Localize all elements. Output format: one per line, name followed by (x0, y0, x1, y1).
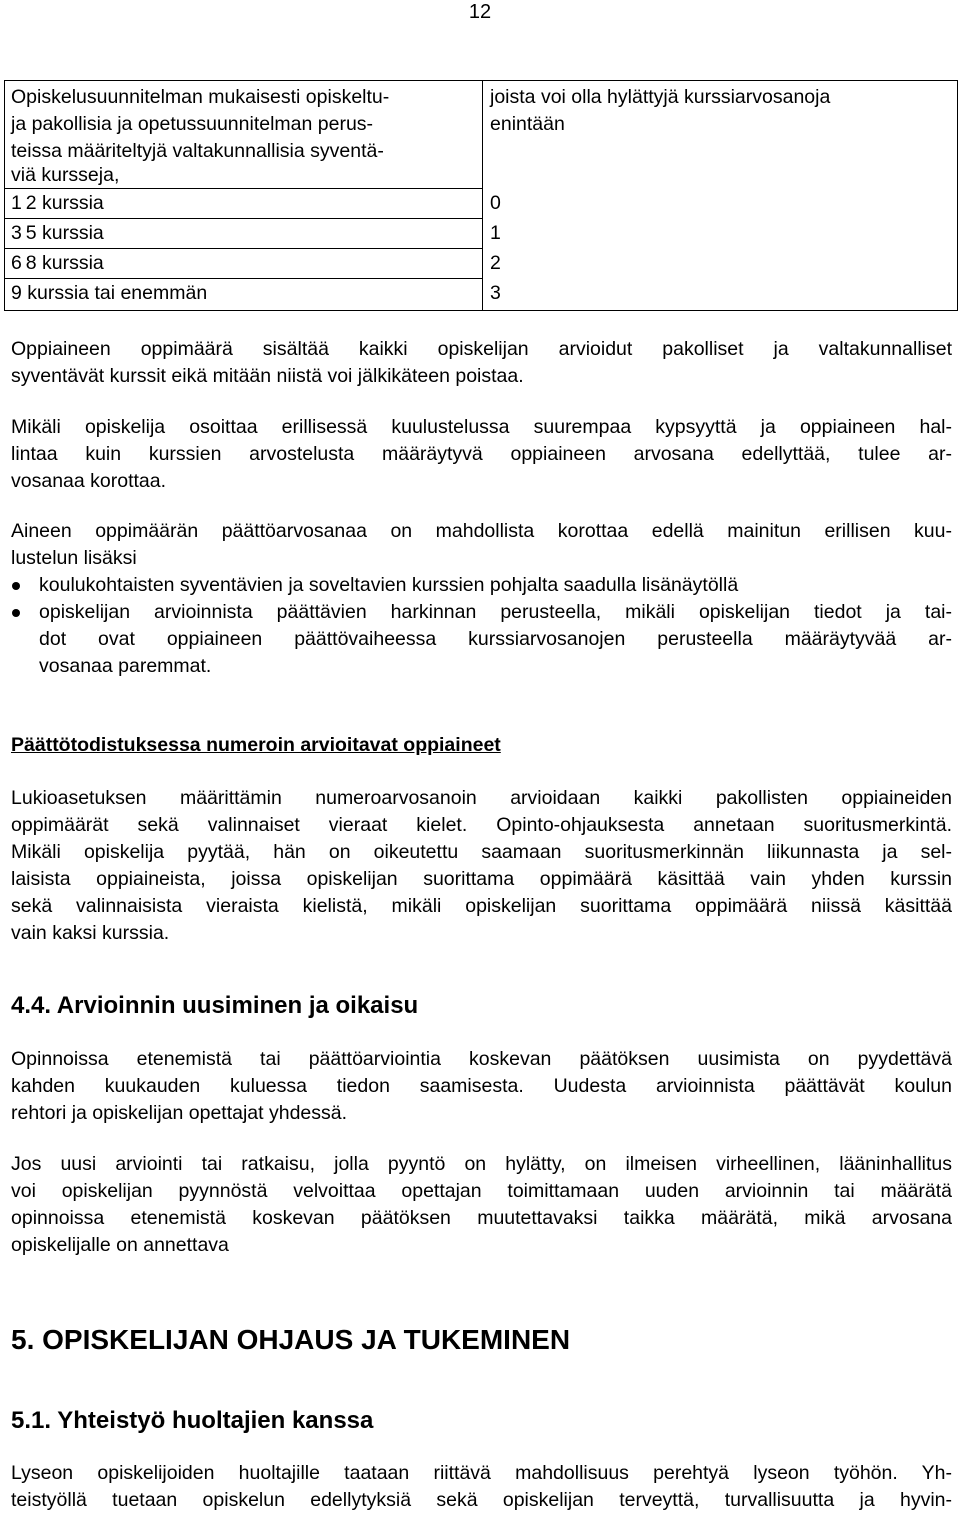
paragraph-line: Mikäli opiskelija pyytää, hän on oikeutettu saamaan suoritusmerkinnän liikunnasta ja sel- (11, 841, 952, 863)
table-row-value: 3 (490, 282, 501, 304)
table-header-line: teissa määriteltyjä valtakunnallisia syventä- (11, 140, 384, 162)
table-divider-vertical (482, 81, 483, 310)
paragraph-line: Aineen oppimäärän päättöarvosanaa on mahdollista korottaa edellä mainitun erillisen kuu- (11, 520, 952, 542)
paragraph-line: opinnoissa etenemistä koskevan päätöksen muutettavaksi taikka määrätä, mikä arvosana (11, 1207, 952, 1229)
paragraph-uusiminen (11, 1046, 952, 1127)
paragraph-line: vain kaksi kurssia. (11, 922, 170, 944)
paragraph-line: lintaa kuin kurssien arvostelusta määräytyvä oppiaineen arvosana edellyttää, tulee ar- (11, 443, 952, 465)
table-row-label: 6 8 kurssia (11, 252, 104, 274)
paragraph-line: syventävät kurssit eikä mitään niistä voi jälkikäteen poistaa. (11, 365, 524, 387)
paragraph-line: Lukioasetuksen määrittämin numeroarvosanoin arvioidaan kaikki pakollisten oppiaineiden (11, 787, 952, 809)
table-row-value: 0 (490, 192, 501, 214)
paragraph-line: Mikäli opiskelija osoittaa erillisessä kuulustelussa suurempaa kypsyyttä ja oppiaineen hal- (11, 416, 952, 438)
list-item-line: vosanaa paremmat. (39, 655, 212, 677)
paragraph-line: lustelun lisäksi (11, 547, 137, 569)
paragraph-line: teistyöllä tuetaan opiskelun edellytyksiä sekä opiskelijan terveyttä, turvallisuutta ja hyvin- (11, 1489, 952, 1511)
paragraph-korottaminen (11, 414, 952, 495)
bullet-list (11, 572, 952, 680)
section-heading: 5.1. Yhteistyö huoltajien kanssa (11, 1407, 374, 1434)
list-item (11, 599, 952, 680)
paragraph-line: Opinnoissa etenemistä tai päättöarviointia koskevan päätöksen uusimista on pyydettävä (11, 1048, 952, 1070)
list-item-line: dot ovat oppiaineen päättövaiheessa kurssiarvosanojen perusteella määräytyvää ar- (39, 628, 952, 650)
list-item-line: opiskelijan arvioinnista päättävien harkinnan perusteella, mikäli opiskelijan tiedot ja tai- (39, 601, 952, 623)
paragraph-oppimaara (11, 336, 952, 390)
page-number: 12 (468, 1, 492, 23)
table-row-label: 3 5 kurssia (11, 222, 104, 244)
paragraph-numeroarvosanat (11, 785, 952, 947)
paragraph-line: kahden kuukauden kuluessa tiedon saamisesta. Uudesta arvioinnista päättävät koulun (11, 1075, 952, 1097)
paragraph-line: Lyseon opiskelijoiden huoltajille taataan riittävä mahdollisuus perehtyä lyseon työhön. Yh- (11, 1462, 952, 1484)
paragraph-oikaisu (11, 1151, 952, 1259)
paragraph-paattoarvosana (11, 518, 952, 572)
paragraph-line: voi opiskelijan pyynnöstä velvoittaa opettajan toimittamaan uuden arvioinnin tai määrätä (11, 1180, 952, 1202)
paragraph-yhteistyo (11, 1460, 952, 1514)
table-header-line: Opiskelusuunnitelman mukaisesti opiskeltu- (11, 86, 390, 108)
table-header-line: enintään (490, 113, 565, 135)
section-heading: Päättötodistuksessa numeroin arvioitavat oppiaineet (11, 734, 501, 756)
table-row-label: 9 kurssia tai enemmän (11, 282, 208, 304)
paragraph-line: opiskelijalle on annettava (11, 1234, 229, 1256)
table-row-value: 2 (490, 252, 501, 274)
chapter-heading: 5. OPISKELIJAN OHJAUS JA TUKEMINEN (11, 1324, 571, 1355)
table-header-line: viä kursseja, (11, 164, 120, 186)
paragraph-line: vosanaa korottaa. (11, 470, 167, 492)
bullet-icon (12, 582, 20, 590)
table-row-value: 1 (490, 222, 501, 244)
paragraph-line: Jos uusi arviointi tai ratkaisu, jolla pyyntö on hylätty, on ilmeisen virheellinen, lääninhallitus (11, 1153, 952, 1175)
table-row-label: 1 2 kurssia (11, 192, 104, 214)
paragraph-line: sekä valinnaisista vieraista kielistä, mikäli opiskelijan suorittama oppimäärä niissä käsittää (11, 895, 952, 917)
paragraph-line: rehtori ja opiskelijan opettajat yhdessä. (11, 1102, 348, 1124)
table-header-line: joista voi olla hylättyjä kurssiarvosanoja (490, 86, 831, 108)
grade-table (4, 80, 958, 311)
list-item (11, 572, 952, 599)
section-heading: 4.4. Arvioinnin uusiminen ja oikaisu (11, 992, 419, 1019)
bullet-icon (12, 609, 20, 617)
paragraph-line: laisista oppiaineista, joissa opiskelijan suorittama oppimäärä käsittää vain yhden kurssin (11, 868, 952, 890)
paragraph-line: oppimäärät sekä valinnaiset vieraat kielet. Opinto-ohjauksesta annetaan suoritusmerkintä. (11, 814, 952, 836)
table-header-line: ja pakollisia ja opetussuunnitelman perus- (11, 113, 374, 135)
list-item-line: koulukohtaisten syventävien ja soveltavien kurssien pohjalta saadulla lisänäytöllä (39, 574, 739, 596)
paragraph-line: Oppiaineen oppimäärä sisältää kaikki opiskelijan arvioidut pakolliset ja valtakunnalliset (11, 338, 952, 360)
